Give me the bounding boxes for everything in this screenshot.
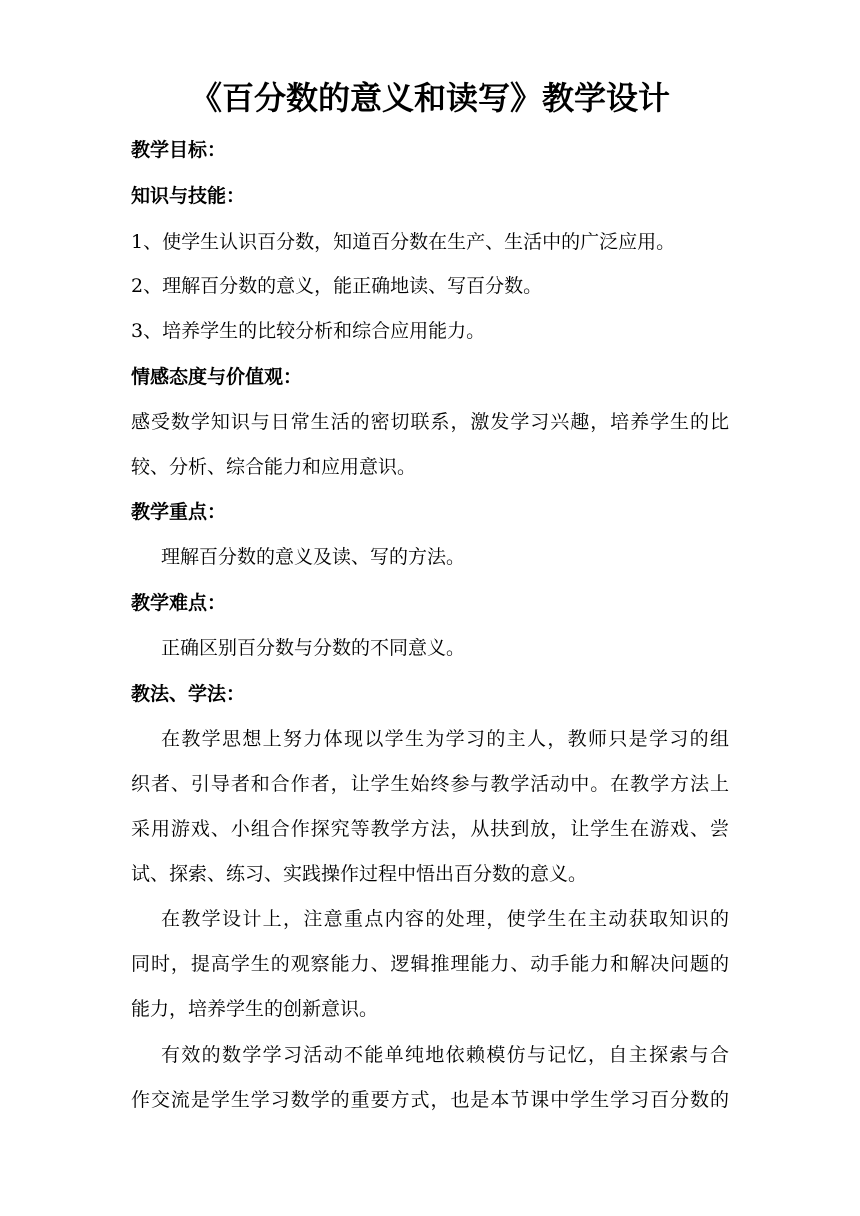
document-title: 《百分数的意义和读写》教学设计 — [189, 79, 670, 117]
key-point-text: 理解百分数的意义及读、写的方法。 — [161, 546, 466, 568]
method-paragraph-line: 织者、引导者和合作者，让学生始终参与教学活动中。在教学方法上 — [131, 773, 729, 795]
knowledge-item: 3、培养学生的比较分析和综合应用能力。 — [131, 320, 486, 342]
knowledge-heading: 知识与技能： — [131, 185, 246, 207]
difficulty-heading: 教学难点： — [131, 592, 227, 614]
knowledge-item: 1、使学生认识百分数，知道百分数在生产、生活中的广泛应用。 — [131, 231, 676, 253]
method-paragraph-line: 试、探索、练习、实践操作过程中悟出百分数的意义。 — [131, 863, 588, 885]
knowledge-item: 2、理解百分数的意义，能正确地读、写百分数。 — [131, 275, 543, 297]
method-heading: 教法、学法： — [131, 683, 246, 705]
goals-heading: 教学目标： — [131, 139, 227, 161]
method-paragraph-line: 能力，培养学生的创新意识。 — [131, 998, 379, 1020]
emotion-line: 较、分析、综合能力和应用意识。 — [131, 456, 417, 478]
method-paragraph-line: 有效的数学学习活动不能单纯地依赖模仿与记忆，自主探索与合 — [161, 1044, 729, 1066]
method-paragraph-line: 采用游戏、小组合作探究等教学方法，从扶到放，让学生在游戏、尝 — [131, 818, 729, 840]
difficulty-text: 正确区别百分数与分数的不同意义。 — [161, 637, 466, 659]
method-paragraph-line: 同时，提高学生的观察能力、逻辑推理能力、动手能力和解决问题的 — [131, 953, 729, 975]
method-paragraph-line: 在教学思想上努力体现以学生为学习的主人，教师只是学习的组 — [161, 728, 729, 750]
emotion-heading: 情感态度与价值观： — [131, 366, 303, 388]
emotion-line: 感受数学知识与日常生活的密切联系，激发学习兴趣，培养学生的比 — [131, 411, 729, 433]
method-paragraph-line: 作交流是学生学习数学的重要方式，也是本节课中学生学习百分数的 — [131, 1089, 729, 1111]
key-point-heading: 教学重点： — [131, 501, 227, 523]
method-paragraph-line: 在教学设计上，注意重点内容的处理，使学生在主动获取知识的 — [161, 908, 729, 930]
